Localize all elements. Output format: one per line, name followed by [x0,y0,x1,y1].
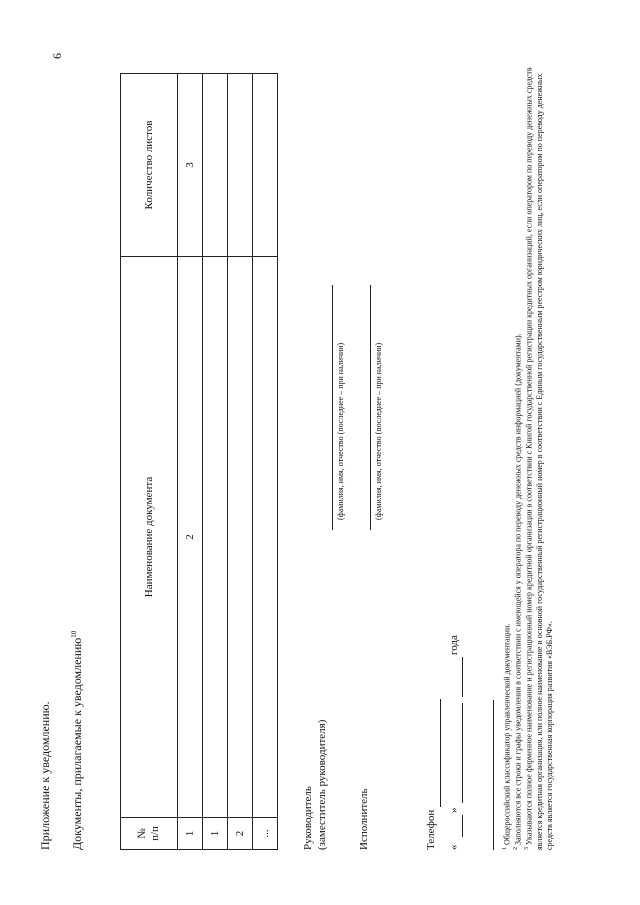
footnote-separator [493,700,494,850]
date-open-quote: « [448,844,460,850]
date-day-line [462,815,463,837]
index-cell-num: 1 [178,818,203,850]
table-row [228,74,253,850]
footnote-text: Общероссийский классификатор управленческой документации. [502,623,512,845]
row-num: 1 [203,818,228,850]
header-num-symbol: № [136,828,148,839]
footnote-mark: 2 [513,847,519,850]
head-signature-line [332,285,333,530]
index-cell-name: 2 [178,257,203,818]
row-num: ... [253,818,278,850]
executor-signature-line [370,285,371,530]
row-num: 2 [228,818,253,850]
row-count [253,74,278,257]
header-num-abbr: п/п [149,826,161,841]
header-sheet-count: Количество листов [121,74,178,257]
row-count [228,74,253,257]
year-suffix: года [448,635,460,655]
table-row [203,74,228,850]
index-cell-count: 3 [178,74,203,257]
footnote-mark: 3 [524,847,530,850]
executor-signature-caption: (фамилия, имя, отчество (последнее – при наличии) [374,342,383,520]
row-name [228,257,253,818]
row-count [203,74,228,257]
docs-heading-footnote-mark: 10 [70,630,78,638]
row-name [253,257,278,818]
header-doc-name: Наименование документа [121,257,178,818]
page-number: 6 [50,53,64,59]
footnote-text: Указываются полное фирменное наименование и регистрационный номер кредитной организации в соответствии с Книгой государственной регистрации кредитных организаций, если оператором по переводу денежных средств является кредитная организация, или полное наименование и основной государственный регистрационный номер в соответствии с Единым государственным реестром юридических лиц, если оператором по переводу денежных средств является государственная корпорация развития «ВЭБ.РФ». [524,67,554,850]
date-year-line [462,657,463,697]
docs-heading [70,631,85,850]
phone-label: Телефон [425,809,437,850]
footnote-3 [522,60,555,850]
table-row [253,74,278,850]
header-num [121,818,178,850]
head-label: Руководитель [302,786,314,850]
date-month-line [462,703,463,803]
appendix-heading: Приложение к уведомлению. [38,701,52,850]
footnote-text: Заполняются все строки и графы уведомления в соответствии с имеющейся у оператора по переводу денежных средств информацией (документами). [513,333,523,845]
footnote-mark: 1 [502,847,508,850]
head-label-sub: (заместитель руководителя) [316,719,328,850]
head-signature-caption: (фамилия, имя, отчество (последнее – при наличии) [336,342,345,520]
table-index-row [178,74,203,850]
executor-label: Исполнитель [358,788,370,850]
phone-line [440,699,441,807]
date-close-quote: » [448,807,460,813]
docs-heading-text: Документы, прилагаемые к уведомлению [70,637,84,850]
row-name [203,257,228,818]
table-header-row [121,74,178,850]
documents-table [120,73,278,850]
